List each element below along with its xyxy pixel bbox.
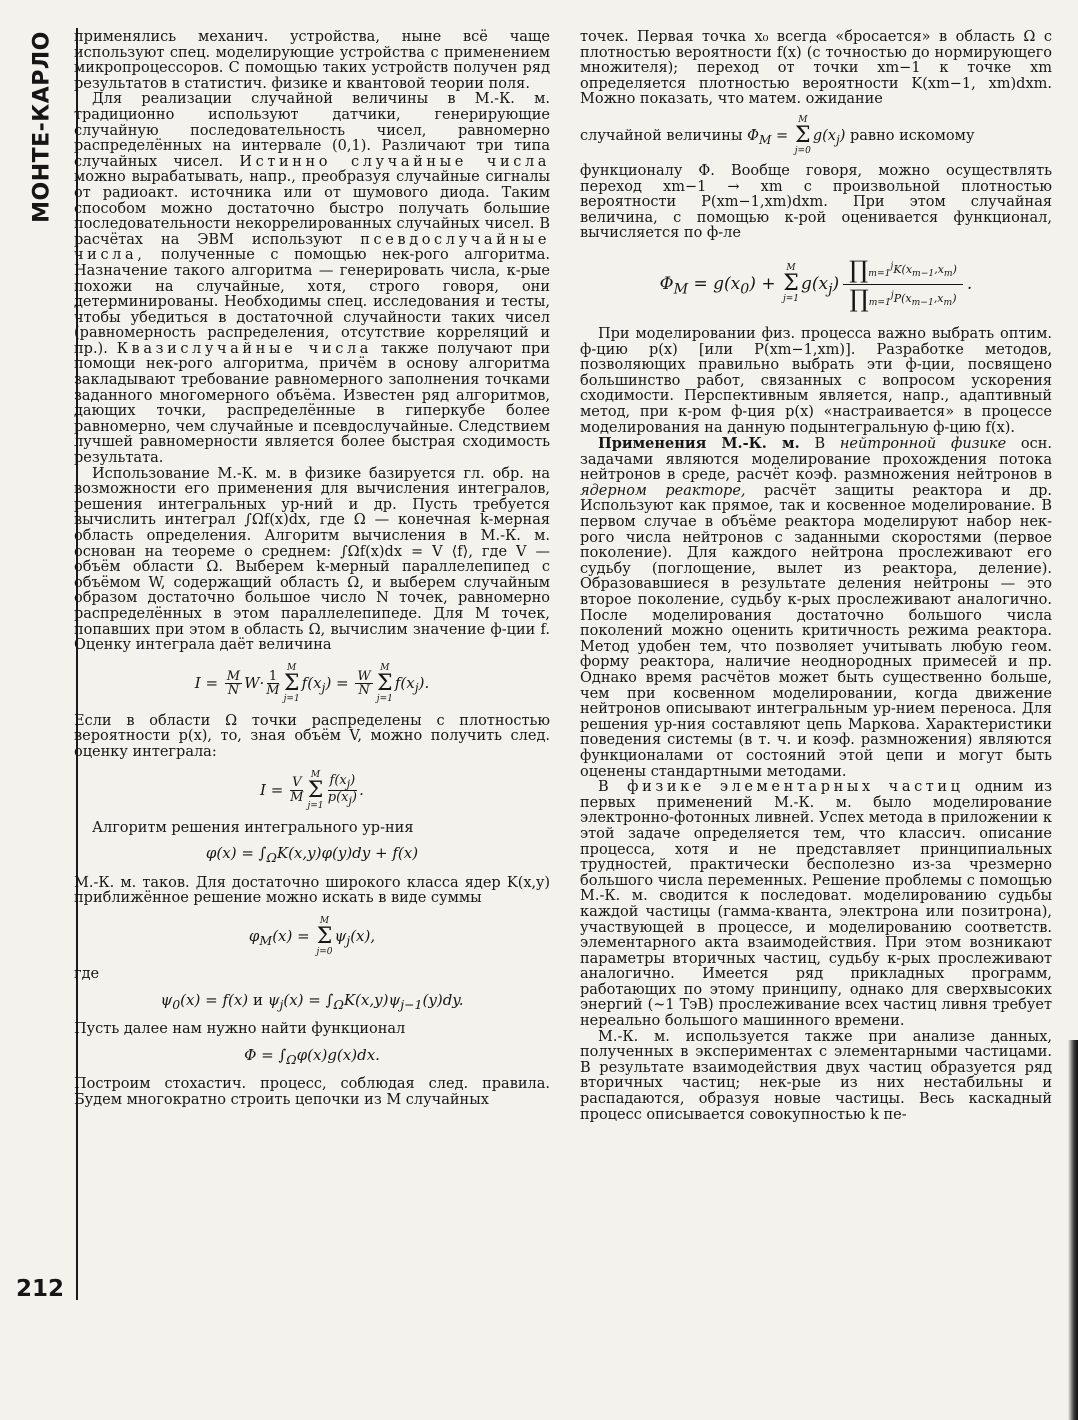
paragraph: Применения М.-К. м. В нейтронной физике осн. задачами являются моделирование прохождения потока нейтронов в среде, расчёт коэф. размножения нейтронов в ядерном реакторе, расчёт защиты реактора и др. Используют как прямое, так и косвенное моделирование. В первом случае в объёме реактора моделируют набор нек-рого числа нейтронов с заданными скоростями (первое поколение). Для каждого нейтрона прослеживают его судьбу (поглощение, вылет из реактора, деление). Образовавшиеся в результате деления нейтроны — это второе поколение, судьбу к-рых прослеживают аналогично. После моделирования достаточно большого числа поколений можно оценить критичность режима реактора. Метод удобен тем, что позволяет учитывать любую геом. форму реактора, наличие неоднородных примесей и пр. Однако время расчётов может быть существенно больше, чем при косвенном моделировании, когда движение нейтронов описывают интегральным ур-нием переноса. Для решения ур-ния составляют цепь Маркова. Характеристики поведения системы (в т. ч. и коэф. размножения) являются функционалами от состояний этой цепи и могут быть оценены стандартными методами. [580,435,1053,780]
paragraph: При моделировании физ. процесса важно выбрать оптим. ф-цию p(x) [или P(xm−1,xm)]. Разработке методов, позволяющих правильно выбрать эти ф-ции, посвящено большинство работ, связанных с вопросом ускорения сходимости. Перспективным является, напр., адаптивный метод, при к-ром ф-ция p(x) «настраивается» в процессе моделирования на данную подынтегральную ф-цию f(x). [580,325,1052,436]
paragraph: функционалу Φ. Вообще говоря, можно осуществлять переход xm−1 → xm с произвольной плотностью вероятности P(xm−1,xm)dxm. При этом случайная величина, с помощью к-рой оценивается функционал, вычисляется по ф-ле [580,162,1052,242]
column-right [580,30,1052,1123]
formula-weighted-estimator: $\Phi_M = g(x_0)$ + M Σ j=1 $g(x_j)$ $\frac{\prod_{m=1}^jK(x_{m-1},x_m)}{\prod_{m=1}^jP(x_{m-1},x_m)}$ . [659,255,973,313]
formula-integral-equation: $\varphi(x) = \int_\Omega K(x,y)\varphi(y)dy + f(x)$ [205,844,419,866]
paragraph: Если в области Ω точки распределены с плотностью вероятности p(x), то, зная объём V, можно получить след. оценку интеграла: [74,712,550,760]
paragraph: М.-К. м. таков. Для достаточно широкого класса ядер K(x,y) приближённое решение можно искать в виде суммы [74,874,550,907]
paragraph: точек. Первая точка x₀ всегда «бросается» в область Ω с плотностью вероятности f(x) (с точностью до нормирующего множителя); переход от точки xm−1 к точке xm определяется плотностью вероятности K(xm−1, xm)dxm. Можно показать, что матем. ожидание [580,29,1052,108]
formula-psi-definition: $\psi_0(x) = f(x)$ и $\psi_j(x) = \int_\Omega K(x,y)\psi_{j-1}(y)dy$. [160,990,464,1012]
paragraph: Пусть далее нам нужно найти функционал [74,1021,406,1038]
paragraph: Использование М.-К. м. в физике базируется гл. обр. на возможности его применения для вычисления интегралов, решения интегральных ур-ний и др. Пусть требуется вычислить интеграл ∫Ωf(x)dx, где Ω — конечная k-мерная область определения. Алгоритм вычисления в М.-К. м. основан на теореме о среднем: ∫Ωf(x)dx = V ⟨f⟩, где V — объём области Ω. Выберем k-мерный параллелепипед с объёмом W, содержащий область Ω, и выберем случайным образом достаточно большое число N точек, равномерно распределённых в этом параллелепипеде. Для M точек, попавших при этом в область Ω, вычислим значение ф-ции f. Оценку интеграла даёт величина [74,465,550,654]
paragraph: где [74,965,100,982]
formula-density-estimate: I = $\frac{V}{M}$ M Σ j=1 $\frac{f(x_j)}{p(x_j)}$ . [260,769,364,811]
page-edge-shadow [1068,1040,1078,1420]
paragraph: Построим стохастич. процесс, соблюдая след. правила. Будем многократно строить цепочки из M случайных [74,1076,550,1108]
formula-functional: $\Phi = \int_\Omega\varphi(x)g(x)dx$. [244,1045,380,1067]
paragraph: применялись механич. устройства, ныне всё чаще используют спец. моделирующие устройства с применением микропроцессоров. С помощью таких устройств получен ряд результатов в статистич. физике и квантовой теории поля. [74,29,550,92]
running-head: МОНТЕ-КАРЛО [29,30,55,223]
page-number: 212 [16,1276,65,1302]
column-left [74,30,550,1108]
formula-series-sum: $\varphi_M(x)$ = M Σ j=0 $\psi_j(x)$, [248,915,376,957]
paragraph: Для реализации случайной величины в М.-К. м. традиционно используют датчики, генерирующие случайную последовательность чисел, равномерно распределённых на интервале (0,1). Различают три типа случайных чисел. Истинно случайные числа можно вырабатывать, напр., преобразуя случайные сигналы от радиоакт. источника или от шумового диода. Таким способом можно достаточно быстро получать большие последовательности некоррелированных случайных чисел. В расчётах на ЭВМ используют псевдослучайные числа, полученные с помощью нек-рого алгоритма. Назначение такого алгоритма — генерировать числа, к-рые похожи на случайные, хотя, строго говоря, они детерминированы. Необходимы спец. исследования и тесты, чтобы убедиться в достаточной случайности таких чисел (равномерность распределения, отсутствие корреляций и пр.). Квазислучайные числа также получают при помощи нек-рого алгоритма, причём в основу алгоритма закладывают требование равномерного заполнения точками заданного многомерного объёма. Известен ряд алгоритмов, дающих точки, распределённые в гиперкубе более равномерно, чем случайные и псевдослучайные. Следствием лучшей равномерности является более быстрая сходимость результата. [74,91,551,467]
formula-integral-estimate: I = $\frac{M}{N}$ W· $\frac{1}{M}$ M Σ j=1 $f(x_j)$ = $\frac{W}{N}$ M Σ j=1 $f(x_j)$. [194,662,430,704]
paragraph: случайной величины $\Phi_M$ = M Σ j=0 $g(x_j)$ равно искомому [580,114,975,156]
paragraph: М.-К. м. используется также при анализе данных, полученных в экспериментах с элементарными частицами. В результате взаимодействия двух частиц образуется ряд вторичных частиц; нек-рые из них нестабильны и распадаются, образуя новые частицы. Весь каскадный процесс описывается совокупностью k пе- [580,1028,1052,1123]
paragraph: В физике элементарных частиц одним из первых применений М.-К. м. было моделирование электронно-фотонных ливней. Успех метода в приложении к этой задаче определяется тем, что классич. описание процесса, хотя и не представляет принципиальных трудностей, практически бесполезно из-за чрезмерно большого числа переменных. Решение проблемы с помощью М.-К. м. сводится к последоват. моделированию судьбы каждой частицы (гамма-кванта, электрона или позитрона), участвующей в процессе, и моделированию соответств. элементарного акта взаимодействия. При этом возникают параметры вторичных частиц, судьбу к-рых прослеживают аналогично. Имеется ряд прикладных программ, работающих по этому принципу, однако для сверхвысоких энергий (~1 ТэВ) прослеживание всех частиц ливня требует нереально большого машинного времени. [580,779,1052,1030]
paragraph: Алгоритм решения интегрального ур-ния [92,819,414,836]
